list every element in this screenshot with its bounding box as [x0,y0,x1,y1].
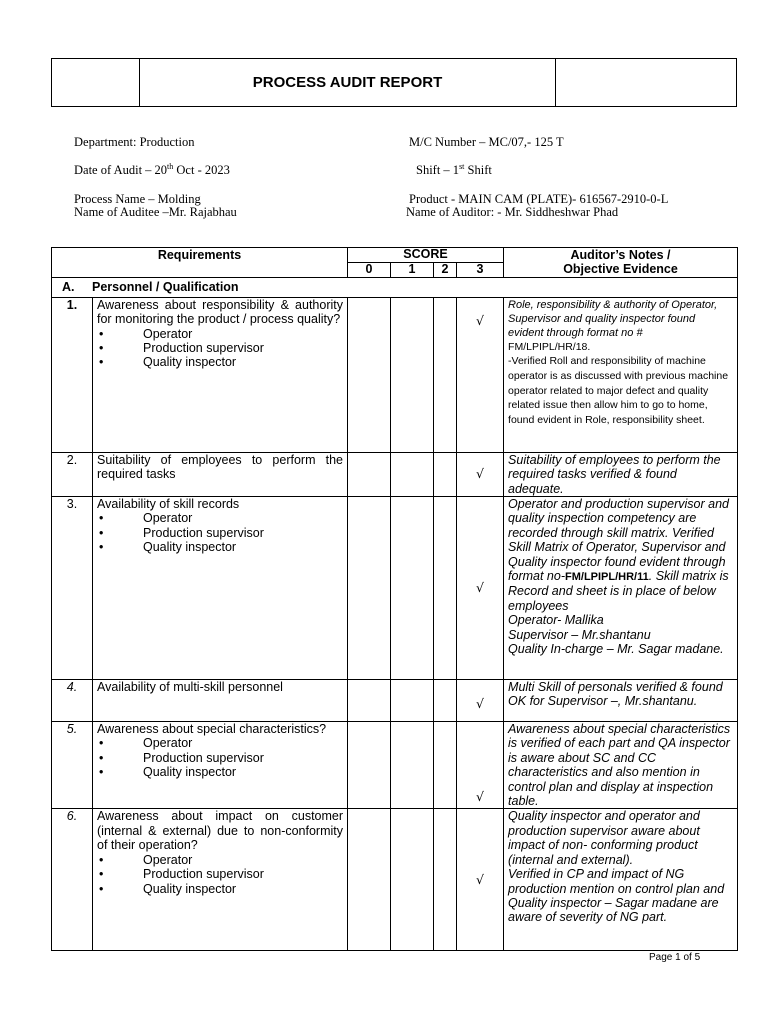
row-number: 1. [52,297,93,452]
bullet-item: • Quality inspector [97,355,343,369]
score-3-check: √ [457,297,504,452]
score-3-check: √ [457,452,504,496]
score-2-cell [434,680,457,722]
score-0-cell [348,297,391,452]
table-row [52,722,738,809]
row-number: 6. [52,809,93,951]
table-row [52,680,738,722]
section-row [52,277,738,297]
auditor-name: Name of Auditor: - Mr. Siddheshwar Phad [406,205,619,219]
requirement-cell: Availability of multi-skill personnel [93,680,348,722]
row-number: 3. [52,497,93,680]
bullet-item: • Operator [97,327,343,341]
score-3-check: √ [457,497,504,680]
shift: Shift – 1st Shift [416,162,492,177]
report-title: PROCESS AUDIT REPORT [140,59,556,106]
header-logo-cell [52,59,140,106]
notes-header: Auditor’s Notes / Objective Evidence [504,248,738,278]
requirement-cell: Awareness about special characteristics? • Operator • Production supervisor • Quality inspector [93,722,348,809]
score-2-cell [434,722,457,809]
requirements-header: Requirements [52,248,348,278]
bullet-item: • Quality inspector [97,882,343,896]
score-1-cell [391,452,434,496]
score-2-cell [434,452,457,496]
auditee-name: Name of Auditee –Mr. Rajabhau [74,205,237,219]
requirement-cell: Awareness about responsibility & authority for monitoring the product / process quality? • Operator • Production supervisor • Quality inspector [93,297,348,452]
score-level-2: 2 [434,262,457,277]
bullet-item: • Quality inspector [97,540,343,554]
bullet-item: • Operator [97,511,343,525]
row-number: 4. [52,680,93,722]
header-right-cell [556,59,736,106]
notes-cell: Multi Skill of personals verified & found OK for Supervisor –, Mr.shantanu. [504,680,738,722]
audit-date: Date of Audit – 20th Oct - 2023 [74,162,230,177]
department: Department: Production [74,135,195,149]
report-header-box [51,58,737,107]
table-row [52,452,738,496]
score-header: SCORE [348,248,504,263]
mc-number: M/C Number – MC/07,- 125 T [409,135,564,149]
bullet-item: • Production supervisor [97,751,343,765]
score-2-cell [434,809,457,951]
notes-cell: Quality inspector and operator and production supervisor aware about impact of non- conforming product (internal and external). Verified in CP and impact of NG production mention on control plan and Quality inspector – Sagar madane are aware of severity of NG part. [504,809,738,951]
score-1-cell [391,809,434,951]
section-heading: A. Personnel / Qualification [52,277,738,297]
score-1-cell [391,722,434,809]
score-1-cell [391,497,434,680]
score-0-cell [348,809,391,951]
score-0-cell [348,497,391,680]
score-0-cell [348,722,391,809]
requirement-cell: Availability of skill records • Operator • Production supervisor • Quality inspector [93,497,348,680]
bullet-item: • Production supervisor [97,526,343,540]
score-level-1: 1 [391,262,434,277]
bullet-item: • Production supervisor [97,341,343,355]
row-number: 2. [52,452,93,496]
notes-cell: Operator and production supervisor and quality inspection competency are recorded through skill matrix. Verified Skill Matrix of Operator, Supervisor and Quality inspector found evident through format no-FM/LPIPL/HR/11. Skill matrix is Record and sheet is in place of below employees Operator- Mallika Supervisor – Mr.shantanu Quality In-charge – Mr. Sagar madane. [504,497,738,680]
score-2-cell [434,297,457,452]
score-level-0: 0 [348,262,391,277]
process-name: Process Name – Molding [74,192,201,206]
bullet-item: • Quality inspector [97,765,343,779]
score-0-cell [348,680,391,722]
score-2-cell [434,497,457,680]
bullet-item: • Production supervisor [97,867,343,881]
score-1-cell [391,297,434,452]
score-0-cell [348,452,391,496]
score-3-check: √ [457,722,504,809]
table-row [52,497,738,680]
requirement-cell: Suitability of employees to perform the required tasks [93,452,348,496]
score-1-cell [391,680,434,722]
score-level-3: 3 [457,262,504,277]
table-header-row [52,248,738,263]
score-3-check: √ [457,680,504,722]
score-3-check: √ [457,809,504,951]
notes-cell: Suitability of employees to perform the required tasks verified & found adequate. [504,452,738,496]
product: Product - MAIN CAM (PLATE)- 616567-2910-0-L [409,192,669,206]
notes-cell: Awareness about special characteristics is verified of each part and QA inspector is aware about SC and CC characteristics and also mention in control plan and display at inspection table. [504,722,738,809]
row-number: 5. [52,722,93,809]
requirement-cell: Awareness about impact on customer (internal & external) due to non-conformity of their operation? • Operator • Production supervisor • Quality inspector [93,809,348,951]
table-row [52,297,738,452]
table-row [52,809,738,951]
bullet-item: • Operator [97,853,343,867]
bullet-item: • Operator [97,736,343,750]
audit-table [51,247,738,951]
page-number: Page 1 of 5 [649,952,701,963]
notes-cell: Role, responsibility & authority of Operator, Supervisor and quality inspector found evident through format no # FM/LPIPL/HR/18. -Verified Roll and responsibility of machine operator is as discussed with previous machine operator related to major defect and quality related issue then allow him to go to home, found evident in Role, responsibility sheet. [504,297,738,452]
